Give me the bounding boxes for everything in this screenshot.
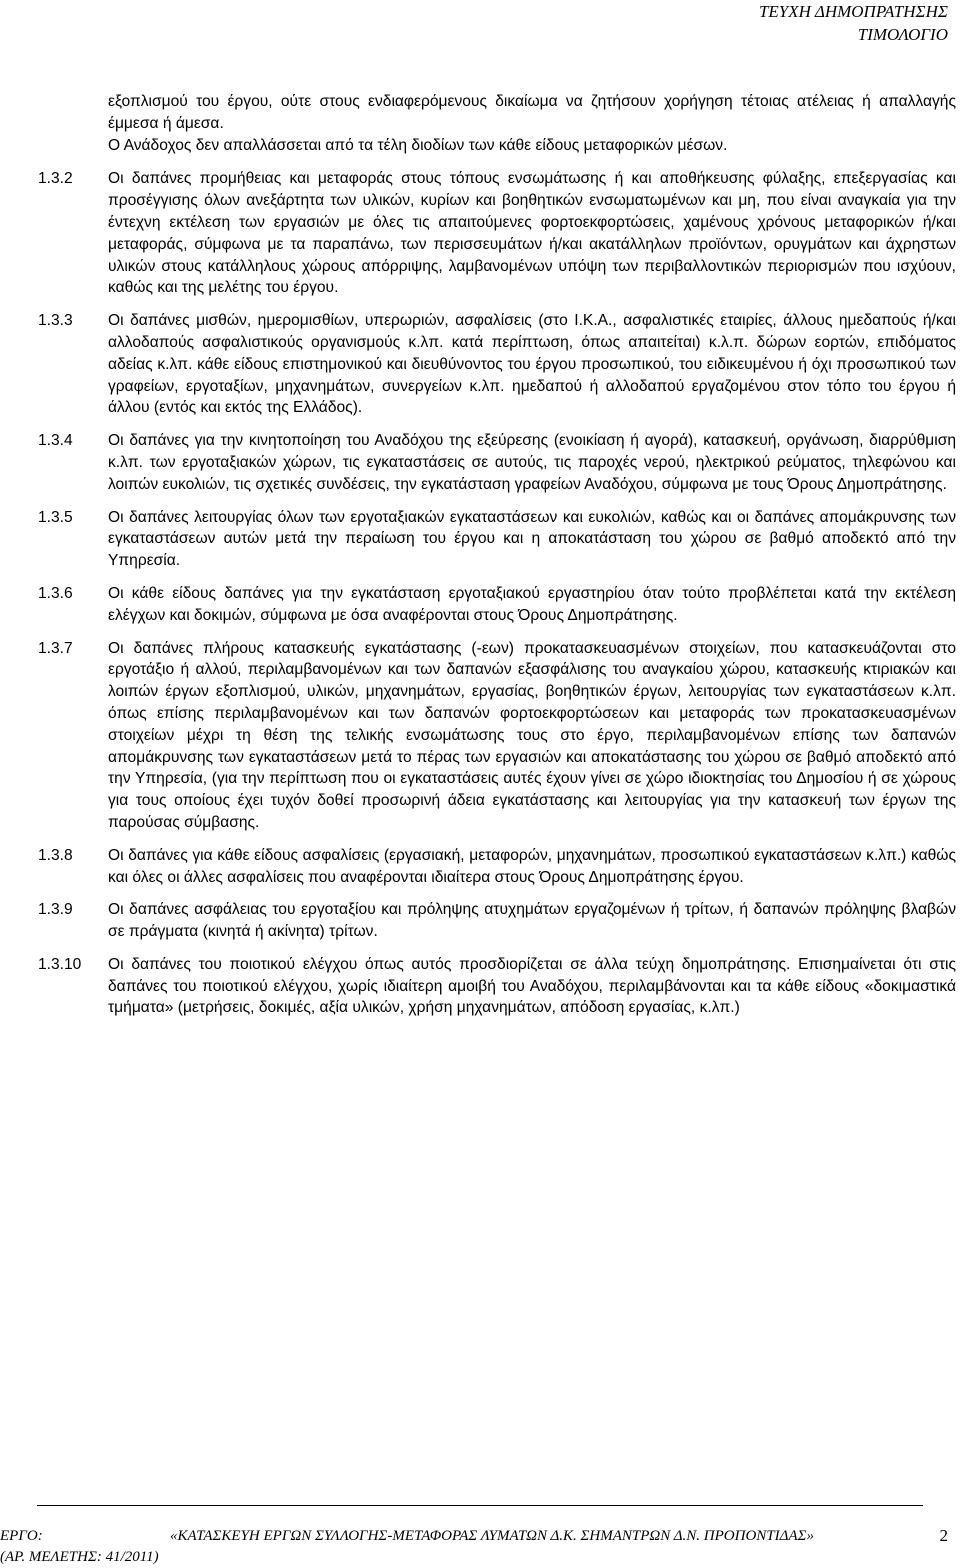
header-volume-title: ΤΕΥΧΗ ΔΗΜΟΠΡΑΤΗΣΗΣ	[758, 2, 948, 21]
clause-number: 1.3.2	[38, 170, 73, 188]
clause-number: 1.3.4	[38, 432, 73, 450]
clause-1-3-6	[38, 583, 956, 627]
clause-1-3-10	[38, 954, 956, 1019]
page-header	[759, 0, 948, 46]
clause-number: 1.3.10	[38, 955, 82, 973]
clause-number: 1.3.7	[38, 639, 73, 657]
clause-1-3-7	[38, 638, 956, 834]
clause-text: Οι δαπάνες ασφάλειας του εργοταξίου και πρόληψης ατυχημάτων εργαζομένων ή τρίτων, ή δαπανών πρόληψης βλαβών σε πράγματα (κινητά ή ακίνητα) τρίτων.	[108, 901, 956, 941]
clause-number: 1.3.8	[38, 846, 73, 864]
clause-number: 1.3.9	[38, 901, 73, 919]
intro-paragraph-1: εξοπλισμού του έργου, ούτε στους ενδιαφερόμενους δικαίωμα να ζητήσουν χορήγηση τέτοιας ατέλειας ή απαλλαγής έμμεσα ή άμεσα.	[108, 93, 956, 132]
footer-project-label: ΕΡΓΟ:	[0, 1528, 43, 1544]
clause-number: 1.3.6	[38, 584, 73, 602]
clause-text: Οι δαπάνες για κάθε είδους ασφαλίσεις (εργασιακή, μεταφορών, μηχανημάτων, προσωπικού εγκαταστάσεων κ.λπ.) καθώς και όλες οι άλλες ασφαλίσεις που αναφέρονται ιδιαίτερα στους Όρους Δημοπράτησης έργου.	[108, 846, 956, 886]
clause-1-3-9	[38, 899, 956, 943]
clause-1-3-2	[38, 168, 956, 299]
clause-text: Οι δαπάνες λειτουργίας όλων των εργοταξιακών εγκαταστάσεων και ευκολιών, καθώς και οι δαπάνες απομάκρυνσης των εγκαταστάσεων αυτών μετά την περαίωση του έργου και η αποκατάσταση του χώρου σε βαθμό αποδεκτό από την Υπηρεσία.	[108, 508, 956, 570]
footer-divider	[37, 1505, 923, 1506]
clause-text: Οι δαπάνες μισθών, ημερομισθίων, υπερωριών, ασφαλίσεις (στο Ι.Κ.Α., ασφαλιστικές εταιρίες, άλλους ημεδαπούς ή/και αλλοδαπούς ασφαλιστικούς οργανισμούς κ.λπ. κατά περίπτωση, όπως απαιτείται) κ.λ.π. δώρων εορτών, επιδόματος αδείας κ.λπ. κάθε είδους επιστημονικού και διευθύνοντος του έργου προσωπικού, του ειδικευμένου ή όχι προσωπικού των γραφείων, εργοταξίων, μηχανημάτων, συνεργείων κ.λπ. ημεδαπού ή αλλοδαπού εργαζομένου στον τόπο του έργου ή άλλου (εντός και εκτός της Ελλάδος).	[108, 312, 956, 417]
clause-1-3-3	[38, 310, 956, 419]
clause-1-3-5	[38, 507, 956, 572]
clause-number: 1.3.5	[38, 508, 73, 526]
clause-number: 1.3.3	[38, 312, 73, 330]
clause-1-3-8	[38, 845, 956, 889]
footer-study-number: (ΑΡ. ΜΕΛΕΤΗΣ: 41/2011)	[0, 1549, 159, 1565]
clause-text: Οι δαπάνες για την κινητοποίηση του Αναδόχου της εξεύρεσης (ενοικίαση ή αγορά), κατασκευή, οργάνωση, διαρρύθμιση κ.λπ. των εργοταξιακών χώρων, τις εγκαταστάσεις σε αυτούς, τις παροχές νερού, ηλεκτρικού ρεύματος, τηλεφώνου και λοιπών ευκολιών, τις σχετικές συνδέσεις, την εγκατάσταση γραφείων Αναδόχου, σύμφωνα με τους Όρους Δημοπράτησης.	[108, 432, 956, 493]
page-number: 2	[939, 1526, 948, 1545]
intro-paragraph-2: Ο Ανάδοχος δεν απαλλάσσεται από τα τέλη διοδίων των κάθε είδους μεταφορικών μέσων.	[108, 136, 728, 154]
clause-text: Οι δαπάνες του ποιοτικού ελέγχου όπως αυτός προσδιορίζεται σε άλλα τεύχη δημοπράτησης. Επισημαίνεται ότι στις δαπάνες του ποιοτικού ελέγχου, χωρίς ιδιαίτερη αμοιβή του Αναδόχου, περιλαμβάνονται και τα κάθε είδους «δοκιμαστικά τμήματα» (μετρήσεις, δοκιμές, αξία υλικών, χρήση μηχανημάτων, απόδοση εργασίας, κ.λπ.)	[108, 955, 956, 1017]
clause-1-3-4	[38, 430, 956, 495]
clause-text: Οι κάθε είδους δαπάνες για την εγκατάσταση εργοταξιακού εργαστηρίου όταν τούτο προβλέπεται κατά την εκτέλεση ελέγχων και δοκιμών, σύμφωνα με όσα αναφέρονται στους Όρους Δημοπράτησης.	[108, 584, 956, 624]
clause-text: Οι δαπάνες πλήρους κατασκευής εγκατάστασης (-εων) προκατασκευασμένων στοιχείων, που κατασκευάζονται στο εργοτάξιο ή αλλού, περιλαμβανομένων και των δαπανών εξασφάλισης του αναγκαίου χώρου, κατασκευής κτιριακών και λοιπών έργων εξοπλισμού, υλικών, μηχανημάτων, εργασίας, βοηθητικών έργων, λειτουργίας των εγκαταστάσεων κ.λπ. όπως επίσης περιλαμβανομένων και των δαπανών φορτοεκφορτώσεων και μεταφοράς των προκατασκευασμένων στοιχείων μέχρι τη θέση της τελικής ενσωμάτωσης τους στο έργο, περιλαμβανομένων επίσης των δαπανών απομάκρυνσης των εγκαταστάσεων μετά το πέρας των εργασιών και αποκατάστασης του χώρου σε βαθμό αποδεκτό από την Υπηρεσία, (για την περίπτωση που οι εγκαταστάσεις αυτές έχουν γίνει σε χώρο ιδιοκτησίας του Δημοσίου ή σε χώρους για τους οποίους έχει τυχόν δοθεί προσωρινή άδεια εγκατάστασης και λειτουργίας για την κατασκευή των έργων της παρούσας σύμβασης.	[108, 639, 956, 831]
header-section-title: ΤΙΜΟΛΟΓΙΟ	[857, 25, 948, 44]
clause-text: Οι δαπάνες προμήθειας και μεταφοράς στους τόπους ενσωμάτωσης ή και αποθήκευσης φύλαξης, επεξεργασίας και προσέγγισης όλων ανεξάρτητα των υλικών, κυρίων και βοηθητικών ενσωματωμένων και μη, που είναι αναγκαία για την έντεχνη εκτέλεση των εργασιών με όλες τις απαιτούμενες φορτοεκφορτώσεις, χαμένους χρόνους μεταφορικών ή/και μεταφοράς, σύμφωνα με τα παραπάνω, των περισσευμάτων ή/και ακατάλληλων προϊόντων, ορυγμάτων και άχρηστων υλικών στους κατάλληλους χώρους απόρριψης, λαμβανομένων υπόψη των περιβαλλοντικών περιορισμών που ισχύουν, καθώς και της μελέτης του έργου.	[108, 170, 956, 297]
continued-text	[108, 91, 956, 156]
document-body	[38, 91, 956, 1019]
footer-project-title: «ΚΑΤΑΣΚΕΥΗ ΕΡΓΩΝ ΣΥΛΛΟΓΗΣ-ΜΕΤΑΦΟΡΑΣ ΛΥΜΑΤΩΝ Δ.Κ. ΣΗΜΑΝΤΡΩΝ Δ.Ν. ΠΡΟΠΟΝΤΙΔΑΣ»	[170, 1528, 815, 1544]
